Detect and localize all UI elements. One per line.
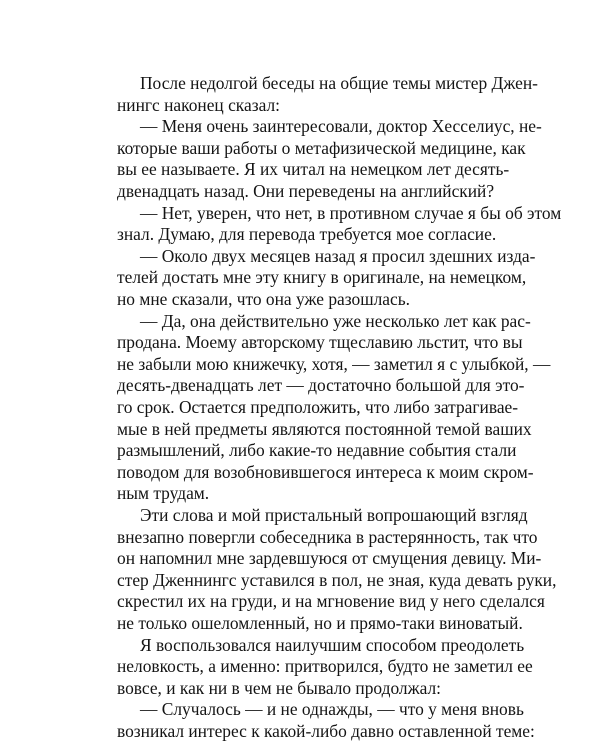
text-line: вовсе, и как ни в чем не бывало продолжал: xyxy=(117,677,442,698)
text-line: ным трудам. xyxy=(117,483,210,504)
text-line: скрестил их на груди, и на мгновение вид у него сделался xyxy=(117,591,545,612)
text-line: — Случалось — и не однажды, — что у меня вновь xyxy=(140,699,524,720)
text-line: не только ошеломленный, но и прямо-таки виноватый. xyxy=(117,613,523,633)
text-line: не забыли мою книжечку, хотя, — заметил я с улыбкой, — xyxy=(117,353,551,374)
text-line: — Около двух месяцев назад я просил здешних изда- xyxy=(140,245,536,266)
text-line: — Меня очень заинтересовали, доктор Хесселиус, не- xyxy=(140,116,542,137)
text-line: — Да, она действительно уже несколько лет как рас- xyxy=(140,310,531,331)
text-line: внезапно повергли собеседника в растерянность, так что xyxy=(117,526,538,547)
text-line: продана. Моему авторскому тщеславию льстит, что вы xyxy=(117,332,523,353)
book-page xyxy=(117,0,562,750)
text-line: Эти слова и мой пристальный вопрошающий взгляд xyxy=(140,505,528,525)
text-line: двенадцать назад. Они переведены на английский? xyxy=(117,181,495,201)
text-line: знал. Думаю, для перевода требуется мое согласие. xyxy=(117,224,497,245)
text-line: нингс наконец сказал: xyxy=(117,94,280,115)
text-line: вы ее называете. Я их читал на немецком лет десять- xyxy=(117,159,510,180)
text-line: го срок. Остается предположить, что либо затрагивае- xyxy=(117,397,519,417)
text-line: мые в ней предметы являются постоянной темой ваших xyxy=(117,418,532,439)
text-line: После недолгой беседы на общие темы мистер Джен- xyxy=(140,73,538,93)
text-line: поводом для возобновившегося интереса к моим скром- xyxy=(117,461,534,482)
text-line: которые ваши работы о метафизической медицине, как xyxy=(117,137,526,158)
text-line: телей достать мне эту книгу в оригинале, на немецком, xyxy=(117,267,527,288)
text-line: но мне сказали, что она уже разошлась. xyxy=(117,289,410,309)
text-line: Я воспользовался наилучшим способом преодолеть xyxy=(140,634,525,655)
text-line: размышлений, либо какие-то недавние события стали xyxy=(117,440,517,461)
text-line: десять-двенадцать лет — достаточно большой для это- xyxy=(117,375,525,396)
text-line: возникал интерес к какой-либо давно оставленной теме: xyxy=(117,721,535,741)
text-line: он напомнил мне зардевшуюся от смущения девицу. Ми- xyxy=(117,548,542,569)
text-line: стер Дженнингс уставился в пол, не зная, куда девать руки, xyxy=(117,569,557,590)
text-line: неловкость, а именно: притворился, будто не заметил ее xyxy=(117,656,533,677)
text-line: — Нет, уверен, что нет, в противном случае я бы об этом xyxy=(140,202,562,223)
